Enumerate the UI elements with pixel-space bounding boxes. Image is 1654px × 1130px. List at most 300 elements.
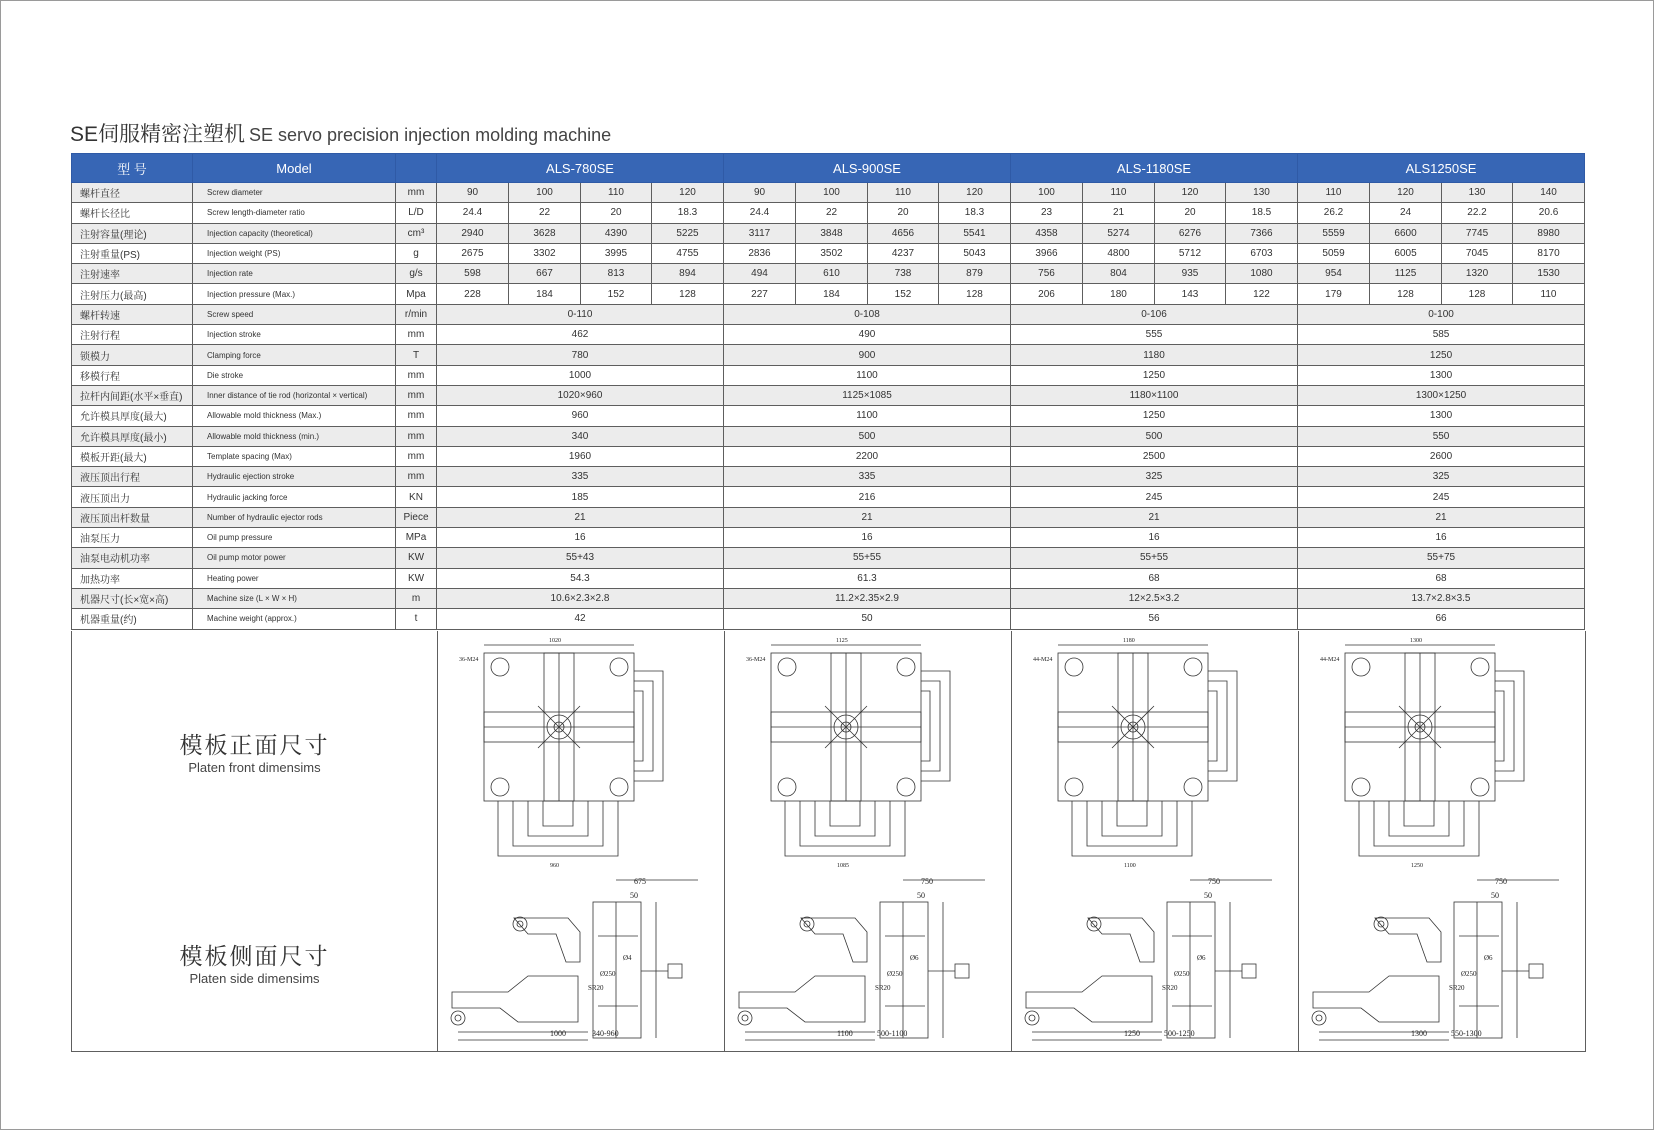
value-cell: 4755 [652,243,724,263]
value-cell: 1180×1100 [1011,385,1298,405]
value-cell: 180 [1083,284,1155,304]
value-cell: 110 [1083,183,1155,203]
value-cell: 6703 [1226,243,1298,263]
value-cell: 2940 [437,223,509,243]
side-range-900: 500-1100 [877,1029,908,1038]
platen-front-svg-780 [438,631,725,871]
platen-side-label-en: Platen side dimensims [189,971,320,986]
value-cell: 110 [1298,183,1370,203]
value-cell: 24.4 [437,203,509,223]
row-label-en: Injection weight (PS) [193,243,396,263]
table-row [72,588,1585,608]
row-label-cn: 液压顶出行程 [72,467,193,487]
row-label-en: Number of hydraulic ejector rods [193,507,396,527]
value-cell: 804 [1083,264,1155,284]
platen-front-svg-1180 [1012,631,1299,871]
value-cell: 1250 [1298,345,1585,365]
value-cell: 7366 [1226,223,1298,243]
value-cell: 954 [1298,264,1370,284]
platen-side-drawing-900 [724,872,1012,1051]
value-cell: 1125 [1370,264,1442,284]
table-row [72,304,1585,324]
value-cell: 3995 [581,243,652,263]
row-label-cn: 移模行程 [72,365,193,385]
row-unit: mm [396,426,437,446]
row-unit: g/s [396,264,437,284]
value-cell: 22 [509,203,581,223]
side-range-780: 340-960 [592,1029,619,1038]
row-label-en: Template spacing (Max) [193,446,396,466]
value-cell: 2500 [1011,446,1298,466]
row-unit: L/D [396,203,437,223]
row-unit: mm [396,325,437,345]
value-cell: 8170 [1513,243,1585,263]
value-cell: 20 [868,203,939,223]
front-width-1250: 1300 [1410,638,1422,644]
platen-front-svg-900 [725,631,1012,871]
row-unit: mm [396,183,437,203]
value-cell: 555 [1011,325,1298,345]
row-label-cn: 液压顶出杆数量 [72,507,193,527]
value-cell: 500 [1011,426,1298,446]
row-label-en: Injection stroke [193,325,396,345]
value-cell: 5059 [1298,243,1370,263]
value-cell: 21 [1083,203,1155,223]
row-label-cn: 螺杆直径 [72,183,193,203]
value-cell: 68 [1011,568,1298,588]
row-unit: g [396,243,437,263]
value-cell: 21 [1298,507,1585,527]
table-row [72,243,1585,263]
row-label-cn: 允许模具厚度(最大) [72,406,193,426]
table-row [72,426,1585,446]
value-cell: 90 [724,183,796,203]
value-cell: 42 [437,609,724,629]
row-unit: m [396,588,437,608]
value-cell: 1125×1085 [724,385,1011,405]
value-cell: 68 [1298,568,1585,588]
value-cell: 5043 [939,243,1011,263]
value-cell: 245 [1298,487,1585,507]
value-cell: 738 [868,264,939,284]
row-label-cn: 螺杆转速 [72,304,193,324]
side-mid-900: 50 [917,891,925,900]
value-cell: 4656 [868,223,939,243]
value-cell: 110 [1513,284,1585,304]
row-label-cn: 液压顶出力 [72,487,193,507]
side-stroke-900: 1100 [837,1029,853,1038]
front-hole-780: 36-M24 [459,657,479,663]
value-cell: 1100 [724,365,1011,385]
value-cell: 879 [939,264,1011,284]
value-cell: 100 [1011,183,1083,203]
platen-side-svg-780 [438,872,725,1050]
value-cell: 54.3 [437,568,724,588]
row-unit: mm [396,385,437,405]
platen-front-drawing-900 [724,631,1012,872]
row-label-cn: 油泵压力 [72,528,193,548]
table-header-row [72,154,1585,183]
value-cell: 4358 [1011,223,1083,243]
row-unit: MPa [396,528,437,548]
value-cell: 6005 [1370,243,1442,263]
row-label-cn: 油泵电动机功率 [72,548,193,568]
side-radius-1250: SR20 [1449,984,1465,992]
value-cell: 23 [1011,203,1083,223]
value-cell: 90 [437,183,509,203]
value-cell: 1300 [1298,365,1585,385]
row-label-cn: 加热功率 [72,568,193,588]
value-cell: 325 [1011,467,1298,487]
header-model-1250: ALS1250SE [1298,154,1585,183]
value-cell: 179 [1298,284,1370,304]
value-cell: 960 [437,406,724,426]
value-cell: 4800 [1083,243,1155,263]
value-cell: 22.2 [1442,203,1513,223]
value-cell: 500 [724,426,1011,446]
value-cell: 1960 [437,446,724,466]
value-cell: 3502 [796,243,868,263]
value-cell: 20 [1155,203,1226,223]
value-cell: 18.5 [1226,203,1298,223]
side-bore2-1250: Ø6 [1484,954,1493,962]
value-cell: 16 [437,528,724,548]
row-label-en: Hydraulic ejection stroke [193,467,396,487]
value-cell: 13.7×2.8×3.5 [1298,588,1585,608]
row-label-en: Oil pump motor power [193,548,396,568]
value-cell: 61.3 [724,568,1011,588]
platen-side-label [72,872,437,1051]
table-row [72,345,1585,365]
value-cell: 152 [868,284,939,304]
value-cell: 21 [724,507,1011,527]
table-row [72,183,1585,203]
side-top-780: 675 [634,877,646,886]
value-cell: 0-108 [724,304,1011,324]
value-cell: 494 [724,264,796,284]
value-cell: 24 [1370,203,1442,223]
value-cell: 120 [1370,183,1442,203]
value-cell: 2836 [724,243,796,263]
platen-front-drawing-1250 [1298,631,1586,872]
row-label-en: Screw diameter [193,183,396,203]
table-row [72,406,1585,426]
row-label-cn: 注射速率 [72,264,193,284]
row-unit: Piece [396,507,437,527]
value-cell: 1320 [1442,264,1513,284]
front-hole-900: 36-M24 [746,657,766,663]
value-cell: 2675 [437,243,509,263]
value-cell: 100 [796,183,868,203]
row-label-en: Inner distance of tie rod (horizontal × vertical) [193,385,396,405]
table-row [72,264,1585,284]
value-cell: 100 [509,183,581,203]
row-unit: mm [396,446,437,466]
table-row [72,548,1585,568]
value-cell: 7045 [1442,243,1513,263]
platen-front-drawing-780 [437,631,725,872]
platen-side-svg-900 [725,872,1012,1050]
side-bore-900: Ø250 [887,970,903,978]
value-cell: 245 [1011,487,1298,507]
side-radius-780: SR20 [588,984,604,992]
value-cell: 813 [581,264,652,284]
value-cell: 21 [437,507,724,527]
row-unit: cm³ [396,223,437,243]
value-cell: 5225 [652,223,724,243]
value-cell: 1080 [1226,264,1298,284]
value-cell: 22 [796,203,868,223]
row-label-cn: 注射容量(理论) [72,223,193,243]
side-mid-780: 50 [630,891,638,900]
row-unit: t [396,609,437,629]
row-label-cn: 注射重量(PS) [72,243,193,263]
value-cell: 585 [1298,325,1585,345]
value-cell: 18.3 [939,203,1011,223]
row-label-cn: 锁模力 [72,345,193,365]
value-cell: 6276 [1155,223,1226,243]
spec-table [71,153,1585,630]
value-cell: 667 [509,264,581,284]
side-bore-1250: Ø250 [1461,970,1477,978]
value-cell: 24.4 [724,203,796,223]
value-cell: 206 [1011,284,1083,304]
value-cell: 4237 [868,243,939,263]
value-cell: 2200 [724,446,1011,466]
value-cell: 55+55 [724,548,1011,568]
row-unit: r/min [396,304,437,324]
front-width-900: 1125 [836,638,848,644]
value-cell: 894 [652,264,724,284]
value-cell: 3966 [1011,243,1083,263]
platen-side-svg-1180 [1012,872,1299,1050]
row-label-cn: 螺杆长径比 [72,203,193,223]
side-bore2-780: Ø4 [623,954,632,962]
value-cell: 3628 [509,223,581,243]
value-cell: 12×2.5×3.2 [1011,588,1298,608]
row-unit: mm [396,365,437,385]
row-label-en: Injection capacity (theoretical) [193,223,396,243]
value-cell: 935 [1155,264,1226,284]
table-row [72,284,1585,304]
row-label-en: Screw length-diameter ratio [193,203,396,223]
header-model-780: ALS-780SE [437,154,724,183]
value-cell: 7745 [1442,223,1513,243]
value-cell: 1250 [1011,406,1298,426]
row-label-en: Hydraulic jacking force [193,487,396,507]
value-cell: 184 [796,284,868,304]
value-cell: 66 [1298,609,1585,629]
table-row [72,203,1585,223]
table-row [72,365,1585,385]
value-cell: 50 [724,609,1011,629]
front-height-900: 1085 [837,863,849,869]
header-model-1180: ALS-1180SE [1011,154,1298,183]
value-cell: 16 [1011,528,1298,548]
table-row [72,528,1585,548]
row-label-en: Injection pressure (Max.) [193,284,396,304]
platen-side-drawing-1180 [1011,872,1299,1051]
row-unit: KN [396,487,437,507]
front-height-1180: 1100 [1124,863,1136,869]
value-cell: 120 [652,183,724,203]
value-cell: 2600 [1298,446,1585,466]
value-cell: 5712 [1155,243,1226,263]
value-cell: 780 [437,345,724,365]
value-cell: 3848 [796,223,868,243]
table-row [72,507,1585,527]
value-cell: 335 [437,467,724,487]
value-cell: 143 [1155,284,1226,304]
value-cell: 110 [581,183,652,203]
value-cell: 3302 [509,243,581,263]
value-cell: 1300 [1298,406,1585,426]
front-hole-1180: 44-M24 [1033,657,1053,663]
value-cell: 1180 [1011,345,1298,365]
side-radius-900: SR20 [875,984,891,992]
value-cell: 185 [437,487,724,507]
front-width-1180: 1180 [1123,638,1135,644]
row-label-en: Die stroke [193,365,396,385]
row-label-en: Clamping force [193,345,396,365]
side-bore2-900: Ø6 [910,954,919,962]
value-cell: 550 [1298,426,1585,446]
value-cell: 228 [437,284,509,304]
side-stroke-1180: 1250 [1124,1029,1140,1038]
value-cell: 1300×1250 [1298,385,1585,405]
row-unit: mm [396,467,437,487]
value-cell: 55+75 [1298,548,1585,568]
row-label-en: Machine size (L × W × H) [193,588,396,608]
side-mid-1250: 50 [1491,891,1499,900]
header-type-cn: 型 号 [72,154,193,183]
title-en: SE servo precision injection molding machine [249,125,612,145]
value-cell: 5559 [1298,223,1370,243]
value-cell: 20 [581,203,652,223]
side-top-1180: 750 [1208,877,1220,886]
platen-side-label-cn: 模板侧面尺寸 [179,943,330,969]
side-bore-1180: Ø250 [1174,970,1190,978]
value-cell: 122 [1226,284,1298,304]
row-label-en: Heating power [193,568,396,588]
row-label-cn: 模板开距(最大) [72,446,193,466]
value-cell: 128 [652,284,724,304]
row-label-cn: 注射压力(最高) [72,284,193,304]
platen-front-drawing-1180 [1011,631,1299,872]
row-label-en: Allowable mold thickness (min.) [193,426,396,446]
header-model-en: Model [193,154,396,183]
platen-front-label [72,631,437,872]
table-row [72,487,1585,507]
side-stroke-1250: 1300 [1411,1029,1427,1038]
value-cell: 16 [724,528,1011,548]
value-cell: 900 [724,345,1011,365]
value-cell: 227 [724,284,796,304]
row-unit: T [396,345,437,365]
table-row [72,467,1585,487]
value-cell: 10.6×2.3×2.8 [437,588,724,608]
value-cell: 130 [1226,183,1298,203]
value-cell: 0-106 [1011,304,1298,324]
platen-side-svg-1250 [1299,872,1586,1050]
platen-front-label-en: Platen front dimensims [188,760,321,775]
front-hole-1250: 44-M24 [1320,657,1340,663]
value-cell: 120 [939,183,1011,203]
value-cell: 335 [724,467,1011,487]
value-cell: 184 [509,284,581,304]
table-row [72,568,1585,588]
value-cell: 1020×960 [437,385,724,405]
value-cell: 1100 [724,406,1011,426]
value-cell: 140 [1513,183,1585,203]
header-unit-blank [396,154,437,183]
value-cell: 325 [1298,467,1585,487]
value-cell: 130 [1442,183,1513,203]
table-row [72,325,1585,345]
row-label-en: Machine weight (approx.) [193,609,396,629]
row-unit: Mpa [396,284,437,304]
platen-front-label-cn: 模板正面尺寸 [179,732,330,758]
row-unit: mm [396,406,437,426]
side-top-1250: 750 [1495,877,1507,886]
value-cell: 128 [1442,284,1513,304]
value-cell: 3117 [724,223,796,243]
value-cell: 6600 [1370,223,1442,243]
table-row [72,385,1585,405]
row-label-cn: 允许模具厚度(最小) [72,426,193,446]
front-height-780: 960 [550,863,559,869]
table-row [72,609,1585,629]
row-unit: KW [396,548,437,568]
row-label-cn: 机器重量(约) [72,609,193,629]
value-cell: 216 [724,487,1011,507]
value-cell: 20.6 [1513,203,1585,223]
value-cell: 128 [1370,284,1442,304]
value-cell: 490 [724,325,1011,345]
platen-front-row [71,631,1586,873]
value-cell: 0-100 [1298,304,1585,324]
side-range-1180: 500-1250 [1164,1029,1195,1038]
value-cell: 8980 [1513,223,1585,243]
value-cell: 4390 [581,223,652,243]
value-cell: 110 [868,183,939,203]
value-cell: 128 [939,284,1011,304]
table-row [72,446,1585,466]
value-cell: 11.2×2.35×2.9 [724,588,1011,608]
value-cell: 610 [796,264,868,284]
value-cell: 598 [437,264,509,284]
side-mid-1180: 50 [1204,891,1212,900]
platen-front-svg-1250 [1299,631,1586,871]
value-cell: 18.3 [652,203,724,223]
value-cell: 0-110 [437,304,724,324]
header-model-900: ALS-900SE [724,154,1011,183]
value-cell: 26.2 [1298,203,1370,223]
front-height-1250: 1250 [1411,863,1423,869]
value-cell: 5274 [1083,223,1155,243]
platen-side-row [71,872,1586,1052]
value-cell: 340 [437,426,724,446]
row-label-en: Allowable mold thickness (Max.) [193,406,396,426]
row-label-cn: 机器尺寸(长×宽×高) [72,588,193,608]
side-top-900: 750 [921,877,933,886]
value-cell: 56 [1011,609,1298,629]
value-cell: 1530 [1513,264,1585,284]
value-cell: 756 [1011,264,1083,284]
side-bore-780: Ø250 [600,970,616,978]
value-cell: 55+55 [1011,548,1298,568]
row-label-en: Screw speed [193,304,396,324]
